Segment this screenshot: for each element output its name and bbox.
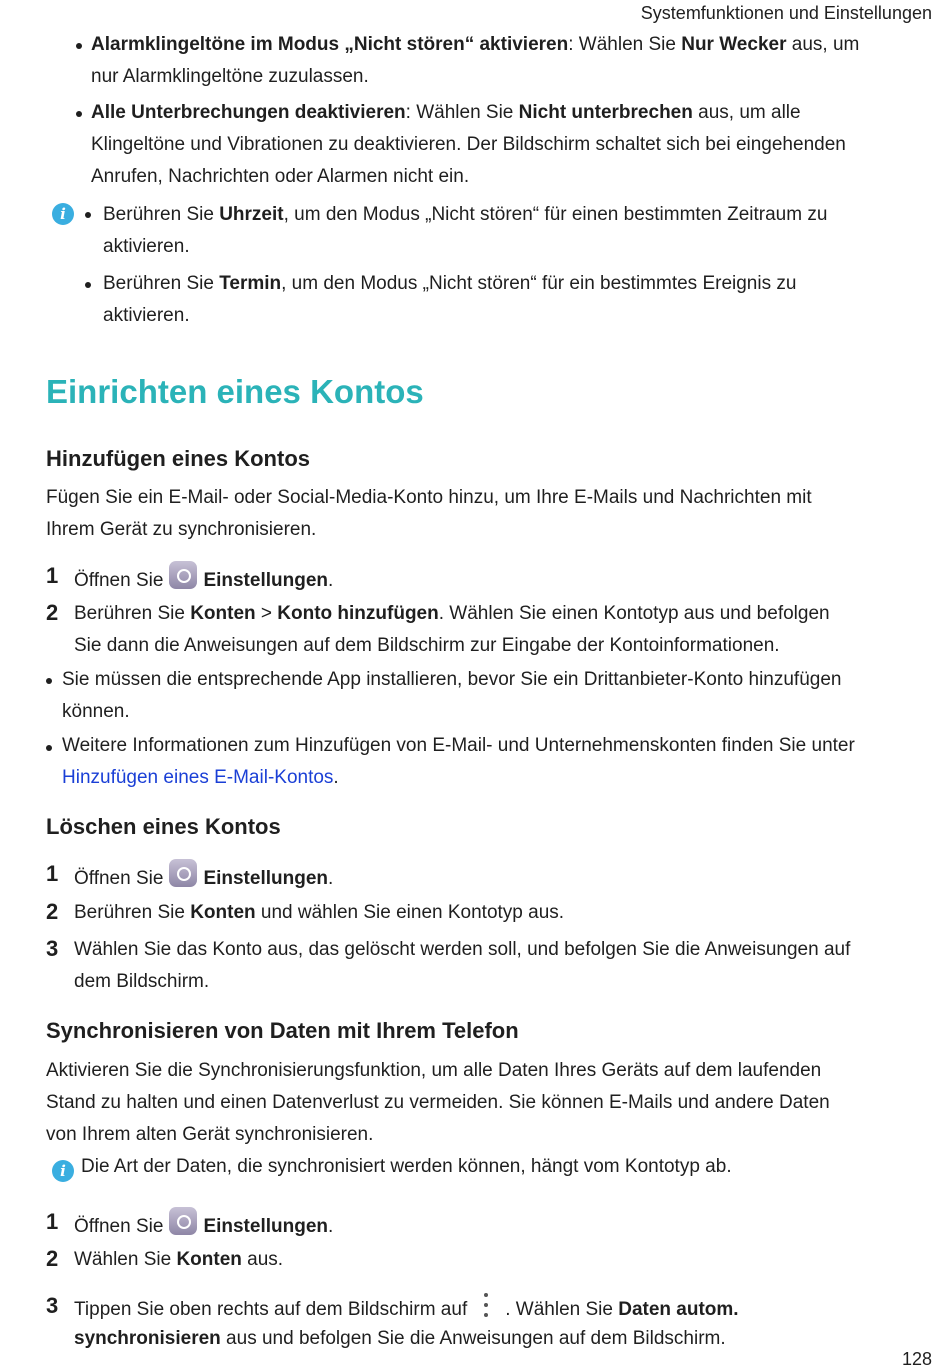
delete-account-step-2: Berühren Sie Konten und wählen Sie einen Kontotyp aus. <box>74 902 565 923</box>
delete-account-heading: Löschen eines Kontos <box>46 814 281 839</box>
intro-bullet-2-line2: Klingeltöne und Vibrationen zu deaktivieren. Der Bildschirm schaltet sich bei eingehenden <box>91 134 846 155</box>
settings-app-icon <box>169 859 197 887</box>
step-number: 3 <box>46 936 59 961</box>
intro-bullet-2-line1: Alle Unterbrechungen deaktivieren: Wählen Sie Nicht unterbrechen aus, um alle <box>91 102 801 123</box>
add-account-step-2-line2: Sie dann die Anweisungen auf dem Bildschirm zur Eingabe der Kontoinformationen. <box>74 635 780 656</box>
email-account-link[interactable]: Hinzufügen eines E-Mail-Kontos <box>62 767 334 788</box>
add-account-note-1-line1: Sie müssen die entsprechende App installieren, bevor Sie ein Drittanbieter-Konto hinzufügen <box>62 669 842 690</box>
more-options-icon <box>481 1291 491 1321</box>
section-title: Einrichten eines Kontos <box>46 373 424 410</box>
step-number: 1 <box>46 861 59 886</box>
sync-heading: Synchronisieren von Daten mit Ihrem Telefon <box>46 1018 519 1043</box>
note-bullet-1-line2: aktivieren. <box>103 236 190 257</box>
add-account-note-2-line1: Weitere Informationen zum Hinzufügen von E-Mail- und Unternehmenskonten finden Sie unter <box>62 735 855 756</box>
delete-account-step-3-line1: Wählen Sie das Konto aus, das gelöscht werden soll, und befolgen Sie die Anweisungen auf <box>74 939 851 960</box>
add-account-step-1: Öffnen Sie Einstellungen. <box>74 561 333 597</box>
info-icon: i <box>52 203 74 225</box>
intro-bullet-1-line1: Alarmklingeltöne im Modus „Nicht stören“ aktivieren: Wählen Sie Nur Wecker aus, um <box>91 34 860 55</box>
step-number: 1 <box>46 1209 59 1234</box>
sync-step-3-line2: synchronisieren aus und befolgen Sie die Anweisungen auf dem Bildschirm. <box>74 1328 726 1349</box>
intro-bullet-2-line3: Anrufen, Nachrichten oder Alarmen nicht ein. <box>91 166 470 187</box>
sync-step-2: Wählen Sie Konten aus. <box>74 1249 284 1270</box>
add-account-step-2-line1: Berühren Sie Konten > Konto hinzufügen. Wählen Sie einen Kontotyp aus und befolgen <box>74 603 830 624</box>
add-account-heading: Hinzufügen eines Kontos <box>46 446 310 471</box>
page-header: Systemfunktionen und Einstellungen <box>640 3 932 23</box>
step-number: 2 <box>46 899 59 924</box>
sync-para-line1: Aktivieren Sie die Synchronisierungsfunktion, um alle Daten Ihres Geräts auf dem laufenden <box>46 1060 822 1081</box>
add-account-para-line2: Ihrem Gerät zu synchronisieren. <box>46 519 317 540</box>
delete-account-step-3-line2: dem Bildschirm. <box>74 971 210 992</box>
settings-app-icon <box>169 561 197 589</box>
bullet-dot <box>85 212 91 218</box>
bullet-dot <box>46 678 52 684</box>
note-bullet-2-line2: aktivieren. <box>103 305 190 326</box>
add-account-para-line1: Fügen Sie ein E-Mail- oder Social-Media-Konto hinzu, um Ihre E-Mails und Nachrichten mit <box>46 487 812 508</box>
bullet-dot <box>76 111 82 117</box>
sync-step-3-line1: Tippen Sie oben rechts auf dem Bildschirm auf . Wählen Sie Daten autom. <box>74 1291 739 1326</box>
intro-bullet-1-line2: nur Alarmklingeltöne zuzulassen. <box>91 66 369 87</box>
note-bullet-2-line1: Berühren Sie Termin, um den Modus „Nicht stören“ für ein bestimmtes Ereignis zu <box>103 273 797 294</box>
bullet-dot <box>85 282 91 288</box>
step-number: 2 <box>46 600 59 625</box>
step-number: 3 <box>46 1293 59 1318</box>
step-number: 2 <box>46 1246 59 1271</box>
delete-account-step-1: Öffnen Sie Einstellungen. <box>74 859 333 895</box>
bullet-dot <box>46 745 52 751</box>
info-icon: i <box>52 1160 74 1182</box>
settings-app-icon <box>169 1207 197 1235</box>
step-number: 1 <box>46 563 59 588</box>
page-number: 128 <box>901 1349 932 1369</box>
add-account-note-1-line2: können. <box>62 701 130 722</box>
bullet-dot <box>76 43 82 49</box>
add-account-note-2-line2: Hinzufügen eines E-Mail-Kontos. <box>62 767 339 788</box>
sync-para-line2: Stand zu halten und einen Datenverlust zu vermeiden. Sie können E-Mails und andere Daten <box>46 1092 830 1113</box>
sync-step-1: Öffnen Sie Einstellungen. <box>74 1207 333 1243</box>
sync-note: Die Art der Daten, die synchronisiert werden können, hängt vom Kontotyp ab. <box>81 1156 732 1177</box>
sync-para-line3: von Ihrem alten Gerät synchronisieren. <box>46 1124 374 1145</box>
note-bullet-1-line1: Berühren Sie Uhrzeit, um den Modus „Nicht stören“ für einen bestimmten Zeitraum zu <box>103 204 828 225</box>
